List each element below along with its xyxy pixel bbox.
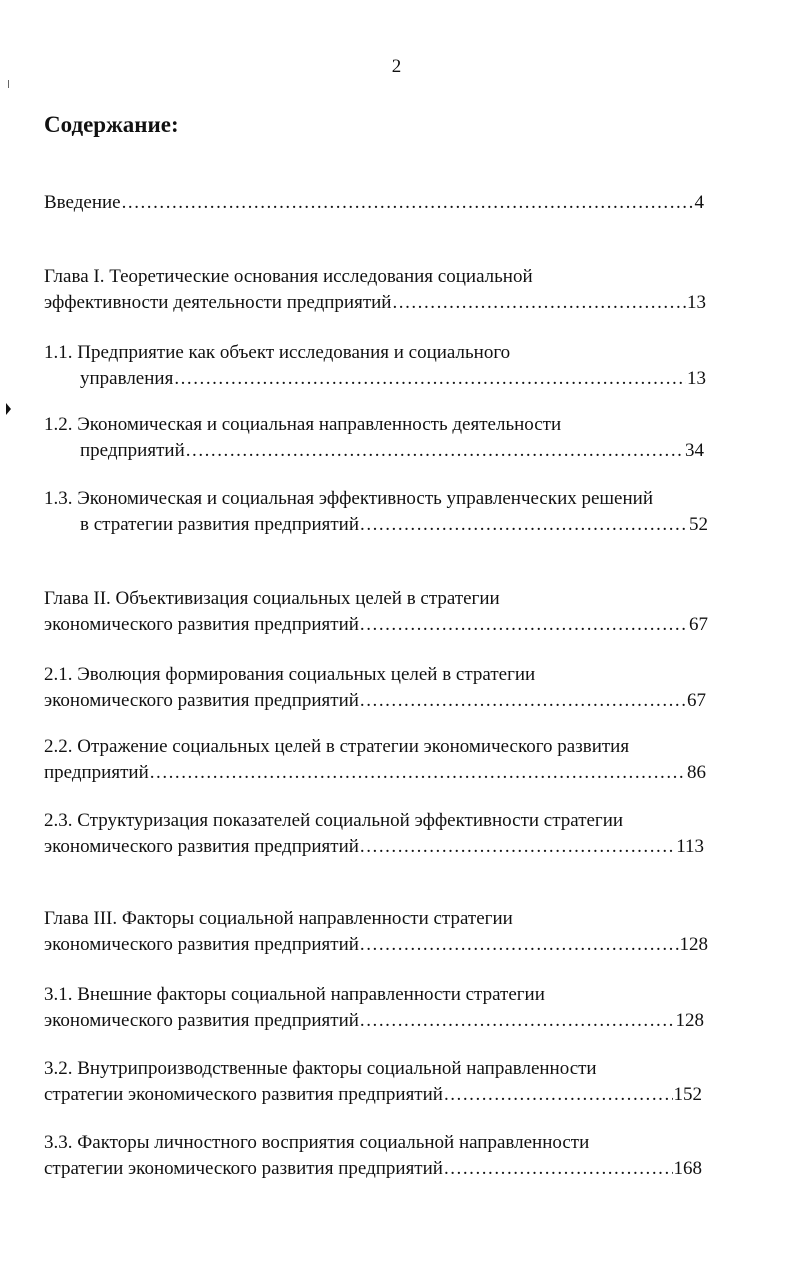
toc-page-ref: 128 [679, 934, 708, 955]
toc-entry-title-line2: предприятий [44, 762, 149, 783]
dot-leader [444, 1082, 673, 1108]
toc-entry-chapter-2[interactable] [44, 586, 708, 638]
toc-entry-introduction[interactable] [44, 190, 704, 216]
toc-page-ref: 13 [687, 292, 706, 313]
toc-line [44, 1156, 702, 1182]
toc-entry-title-line1: Глава I. Теоретические основания исследования социальной [44, 266, 533, 287]
toc-page-ref: 168 [673, 1158, 702, 1179]
dot-leader [444, 1156, 673, 1182]
toc-entry-title: Введение [44, 192, 121, 213]
toc-entry-title-line2: эффективности деятельности предприятий [44, 292, 392, 313]
dot-leader [186, 438, 684, 464]
toc-line [44, 290, 706, 316]
toc-entry-title-line2: в стратегии развития предприятий [80, 514, 360, 535]
dot-leader [150, 760, 686, 786]
toc-page-ref: 13 [687, 368, 706, 389]
toc-page-ref: 4 [694, 192, 704, 213]
toc-page-ref: 52 [689, 514, 708, 535]
toc-line [44, 366, 706, 392]
toc-line [44, 612, 708, 638]
toc-entry-title-line1: 2.3. Структуризация показателей социальной эффективности стратегии [44, 810, 624, 831]
dot-leader [174, 366, 686, 392]
toc-line [44, 688, 706, 714]
toc-entry-title-line2: стратегии экономического развития предприятий [44, 1084, 443, 1105]
toc-entry-title-line2: стратегии экономического развития предприятий [44, 1158, 443, 1179]
toc-entry-chapter-1[interactable] [44, 264, 706, 316]
dot-leader [360, 688, 686, 714]
toc-entry-section-2-3[interactable] [44, 808, 704, 860]
toc-entry-title-line2: предприятий [80, 440, 185, 461]
toc-entry-title-line1: 1.2. Экономическая и социальная направленность деятельности [44, 414, 562, 435]
toc-line [44, 512, 708, 538]
toc-entry-title-line1: 1.3. Экономическая и социальная эффективность управленческих решений [44, 488, 653, 509]
toc-line [44, 834, 704, 860]
toc-page-ref: 152 [673, 1084, 702, 1105]
dot-leader [122, 190, 694, 216]
scan-artifact-marker [6, 403, 11, 415]
toc-entry-title-line2: экономического развития предприятий [44, 1010, 359, 1031]
toc-entry-title-line2: экономического развития предприятий [44, 934, 359, 955]
toc-entry-section-1-2[interactable] [44, 412, 704, 464]
toc-page-ref: 67 [689, 614, 708, 635]
toc-entry-section-1-1[interactable] [44, 340, 706, 392]
toc-entry-title-line1: Глава III. Факторы социальной направленности стратегии [44, 908, 513, 929]
toc-entry-title-line1: 2.1. Эволюция формирования социальных целей в стратегии [44, 664, 536, 685]
toc-entry-section-1-3[interactable] [44, 486, 708, 538]
scan-artifact-tick [8, 80, 9, 88]
toc-line [44, 1082, 702, 1108]
toc-page-ref: 34 [685, 440, 704, 461]
toc-entry-section-2-2[interactable] [44, 734, 706, 786]
dot-leader [360, 932, 679, 958]
dot-leader [360, 512, 688, 538]
dot-leader [360, 1008, 675, 1034]
toc-page-ref: 128 [675, 1010, 704, 1031]
toc-page-ref: 67 [687, 690, 706, 711]
toc-entry-title-line2: экономического развития предприятий [44, 836, 359, 857]
toc-line [44, 438, 704, 464]
toc-entry-chapter-3[interactable] [44, 906, 708, 958]
toc-entry-title-line1: 3.1. Внешние факторы социальной направленности стратегии [44, 984, 545, 1005]
toc-line [44, 932, 708, 958]
toc-entry-section-3-1[interactable] [44, 982, 704, 1034]
toc-line [44, 1008, 704, 1034]
toc-heading: Содержание: [44, 112, 179, 137]
toc-entry-section-2-1[interactable] [44, 662, 706, 714]
toc-entry-title-line1: 3.3. Факторы личностного восприятия социальной направленности [44, 1132, 590, 1153]
toc-entry-title-line2: управления [80, 368, 174, 389]
dot-leader [360, 834, 675, 860]
toc-entry-title-line1: 2.2. Отражение социальных целей в стратегии экономического развития [44, 736, 630, 757]
toc-entry-title-line1: 1.1. Предприятие как объект исследования и социального [44, 342, 511, 363]
toc-line [44, 760, 706, 786]
toc-entry-title-line2: экономического развития предприятий [44, 614, 359, 635]
page-number: 2 [391, 56, 402, 77]
toc-entry-section-3-3[interactable] [44, 1130, 702, 1182]
dot-leader [360, 612, 688, 638]
toc-entry-title-line2: экономического развития предприятий [44, 690, 359, 711]
toc-entry-title-line1: 3.2. Внутрипроизводственные факторы социальной направленности [44, 1058, 597, 1079]
toc-entry-title-line1: Глава II. Объективизация социальных целей в стратегии [44, 588, 500, 609]
dot-leader [392, 290, 686, 316]
toc-entry-section-3-2[interactable] [44, 1056, 702, 1108]
toc-line [44, 190, 704, 216]
toc-page-ref: 86 [687, 762, 706, 783]
toc-page-ref: 113 [676, 836, 704, 857]
